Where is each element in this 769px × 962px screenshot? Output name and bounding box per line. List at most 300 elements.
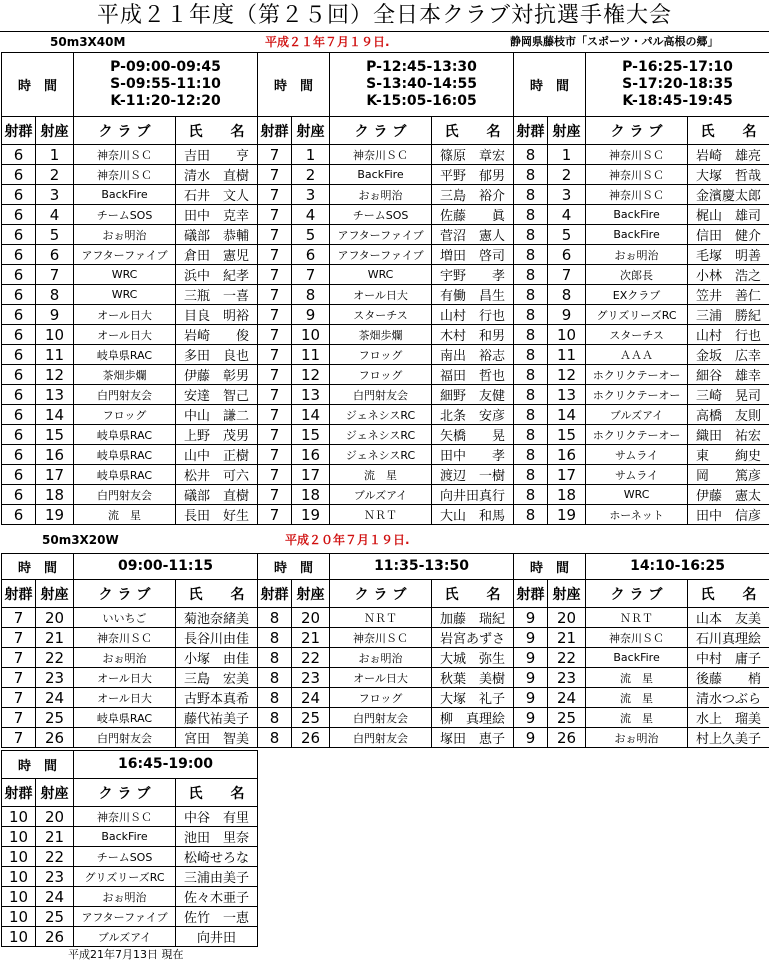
- shaza-cell: 19: [548, 505, 586, 525]
- name-cell: 三浦 勝紀: [688, 305, 769, 325]
- name-cell: 木村 和男: [432, 325, 514, 345]
- club-cell: 神奈川ＳＣ: [74, 165, 176, 185]
- header-club: ク ラ ブ: [330, 117, 432, 145]
- table-row: [2, 285, 769, 305]
- club-cell: 白門射友会: [330, 728, 432, 748]
- name-cell: 上野 茂男: [176, 425, 258, 445]
- name-cell: 宇野 孝: [432, 265, 514, 285]
- name-cell: 南出 裕志: [432, 345, 514, 365]
- shagun-cell: 7: [258, 185, 292, 205]
- shaza-cell: 20: [548, 608, 586, 628]
- shaza-cell: 7: [292, 265, 330, 285]
- club-cell: ＡＡＡ: [586, 345, 688, 365]
- table-row: [2, 465, 769, 485]
- name-cell: 織田 祐宏: [688, 425, 769, 445]
- column-header-row: [2, 779, 258, 807]
- club-cell: おぉ明治: [330, 185, 432, 205]
- shaza-cell: 19: [292, 505, 330, 525]
- shaza-cell: 25: [36, 907, 74, 927]
- club-cell: サムライ: [586, 465, 688, 485]
- club-cell: おぉ明治: [586, 245, 688, 265]
- shagun-cell: 6: [2, 205, 36, 225]
- header-name: 氏 名: [432, 117, 514, 145]
- name-cell: 岩崎 俊: [176, 325, 258, 345]
- shaza-cell: 3: [292, 185, 330, 205]
- time-row: [2, 554, 769, 580]
- name-cell: 村上久美子: [688, 728, 769, 748]
- club-cell: アフターファイブ: [330, 245, 432, 265]
- shagun-cell: 6: [2, 285, 36, 305]
- club-cell: オール日大: [74, 668, 176, 688]
- shagun-cell: 8: [514, 285, 548, 305]
- club-cell: ＮＲＴ: [330, 505, 432, 525]
- shaza-cell: 17: [292, 465, 330, 485]
- shaza-cell: 6: [548, 245, 586, 265]
- time-slot: 16:45-19:00: [74, 751, 258, 779]
- table-row: [2, 628, 769, 648]
- name-cell: 大塚 礼子: [432, 688, 514, 708]
- shaza-cell: 13: [292, 385, 330, 405]
- time-slot-line: K-15:05-16:05: [366, 93, 477, 109]
- time-label: 時 間: [2, 554, 74, 580]
- club-cell: おぉ明治: [74, 887, 176, 907]
- shagun-cell: 8: [514, 485, 548, 505]
- shagun-cell: 7: [258, 165, 292, 185]
- shagun-cell: 8: [514, 265, 548, 285]
- club-cell: EXクラブ: [586, 285, 688, 305]
- table-row: [2, 807, 258, 827]
- club-cell: WRC: [330, 265, 432, 285]
- name-cell: 清水 直樹: [176, 165, 258, 185]
- page-title: 平成２１年度（第２５回）全日本クラブ対抗選手権大会: [0, 0, 769, 32]
- name-cell: 山村 行也: [688, 325, 769, 345]
- time-slot: 14:10-16:25: [586, 554, 769, 580]
- shaza-cell: 21: [548, 628, 586, 648]
- table-row: [2, 345, 769, 365]
- venue: 静岡県藤枝市「スポーツ・パル高根の郷」: [510, 35, 719, 48]
- club-cell: 岐阜県RAC: [74, 445, 176, 465]
- shaza-cell: 26: [36, 927, 74, 947]
- header-name: 氏 名: [176, 580, 258, 608]
- club-cell: スターチス: [586, 325, 688, 345]
- shaza-cell: 23: [548, 668, 586, 688]
- shagun-cell: 7: [2, 728, 36, 748]
- shaza-cell: 10: [292, 325, 330, 345]
- club-cell: 神奈川ＳＣ: [74, 628, 176, 648]
- name-cell: 目良 明裕: [176, 305, 258, 325]
- shagun-cell: 8: [514, 425, 548, 445]
- table-row: [2, 708, 769, 728]
- name-cell: 三島 宏美: [176, 668, 258, 688]
- shaza-cell: 17: [548, 465, 586, 485]
- shaza-cell: 6: [36, 245, 74, 265]
- shaza-cell: 22: [292, 648, 330, 668]
- header-club: ク ラ ブ: [586, 117, 688, 145]
- shaza-cell: 10: [36, 325, 74, 345]
- event-label-1: 50m3X40M: [50, 35, 126, 49]
- shaza-cell: 20: [292, 608, 330, 628]
- club-cell: BackFire: [74, 185, 176, 205]
- club-cell: BackFire: [586, 205, 688, 225]
- name-cell: 佐竹 一恵: [176, 907, 258, 927]
- shaza-cell: 11: [36, 345, 74, 365]
- table-row: [2, 245, 769, 265]
- name-cell: 多田 良也: [176, 345, 258, 365]
- club-cell: チームSOS: [74, 847, 176, 867]
- table-row: [2, 145, 769, 165]
- header-club: ク ラ ブ: [74, 117, 176, 145]
- shaza-cell: 12: [36, 365, 74, 385]
- shagun-cell: 6: [2, 245, 36, 265]
- club-cell: ＮＲＴ: [330, 608, 432, 628]
- club-cell: WRC: [74, 285, 176, 305]
- table-row: [2, 927, 258, 947]
- table-row: [2, 305, 769, 325]
- shaza-cell: 23: [36, 867, 74, 887]
- shagun-cell: 8: [514, 445, 548, 465]
- shaza-cell: 8: [548, 285, 586, 305]
- table-row: [2, 205, 769, 225]
- shaza-cell: 20: [36, 608, 74, 628]
- time-slot: [586, 53, 769, 117]
- shaza-cell: 7: [548, 265, 586, 285]
- shagun-cell: 8: [514, 165, 548, 185]
- name-cell: 中山 謙二: [176, 405, 258, 425]
- club-cell: 岐阜県RAC: [74, 708, 176, 728]
- header-name: 氏 名: [176, 117, 258, 145]
- table-row: [2, 648, 769, 668]
- shagun-cell: 8: [514, 465, 548, 485]
- name-cell: 石川真理絵: [688, 628, 769, 648]
- shagun-cell: 6: [2, 425, 36, 445]
- shaza-cell: 19: [36, 505, 74, 525]
- header-shaza: 射座: [36, 117, 74, 145]
- schedule-table-1: [1, 52, 769, 525]
- shagun-cell: 10: [2, 867, 36, 887]
- shagun-cell: 7: [258, 345, 292, 365]
- shaza-cell: 14: [36, 405, 74, 425]
- table-row: [2, 688, 769, 708]
- shagun-cell: 10: [2, 847, 36, 867]
- table-row: [2, 847, 258, 867]
- name-cell: 信田 健介: [688, 225, 769, 245]
- name-cell: 長谷川由佳: [176, 628, 258, 648]
- header-shagun: 射群: [2, 779, 36, 807]
- shaza-cell: 25: [548, 708, 586, 728]
- shagun-cell: 7: [258, 425, 292, 445]
- header-shaza: 射座: [36, 779, 74, 807]
- shagun-cell: 9: [514, 668, 548, 688]
- club-cell: 神奈川ＳＣ: [330, 628, 432, 648]
- table-row: [2, 445, 769, 465]
- name-cell: 山本 友美: [688, 608, 769, 628]
- header-name: 氏 名: [176, 779, 258, 807]
- club-cell: 神奈川ＳＣ: [586, 165, 688, 185]
- shagun-cell: 6: [2, 165, 36, 185]
- name-cell: 小林 浩之: [688, 265, 769, 285]
- club-cell: 茶畑歩爛: [74, 365, 176, 385]
- name-cell: 藤代祐美子: [176, 708, 258, 728]
- shaza-cell: 24: [292, 688, 330, 708]
- schedule-table-2: [1, 553, 769, 748]
- shaza-cell: 17: [36, 465, 74, 485]
- name-cell: 大山 和馬: [432, 505, 514, 525]
- time-row: [2, 751, 258, 779]
- shaza-cell: 8: [292, 285, 330, 305]
- shagun-cell: 7: [258, 265, 292, 285]
- time-slot-line: P-09:00-09:45: [110, 59, 221, 75]
- name-cell: 北条 安彦: [432, 405, 514, 425]
- shagun-cell: 7: [258, 385, 292, 405]
- shagun-cell: 9: [514, 608, 548, 628]
- name-cell: 礒部 恭輔: [176, 225, 258, 245]
- shagun-cell: 8: [514, 325, 548, 345]
- name-cell: 笠井 善仁: [688, 285, 769, 305]
- header-shaza: 射座: [292, 580, 330, 608]
- club-cell: ジェネシスRC: [330, 405, 432, 425]
- shaza-cell: 26: [36, 728, 74, 748]
- table-row: [2, 827, 258, 847]
- shagun-cell: 9: [514, 648, 548, 668]
- header-name: 氏 名: [432, 580, 514, 608]
- shagun-cell: 6: [2, 325, 36, 345]
- shagun-cell: 7: [2, 608, 36, 628]
- name-cell: 山村 行也: [432, 305, 514, 325]
- shagun-cell: 8: [514, 185, 548, 205]
- header-shaza: 射座: [548, 580, 586, 608]
- club-cell: グリズリーズRC: [74, 867, 176, 887]
- club-cell: 神奈川ＳＣ: [586, 628, 688, 648]
- club-cell: おぉ明治: [74, 648, 176, 668]
- table-row: [2, 225, 769, 245]
- name-cell: 大塚 哲哉: [688, 165, 769, 185]
- name-cell: 岩宮あずさ: [432, 628, 514, 648]
- table-row: [2, 185, 769, 205]
- time-label: 時 間: [514, 554, 586, 580]
- shagun-cell: 8: [258, 668, 292, 688]
- shaza-cell: 18: [292, 485, 330, 505]
- table-row: [2, 728, 769, 748]
- shaza-cell: 12: [292, 365, 330, 385]
- shagun-cell: 9: [514, 708, 548, 728]
- shaza-cell: 5: [548, 225, 586, 245]
- shaza-cell: 15: [548, 425, 586, 445]
- header-name: 氏 名: [688, 117, 769, 145]
- shagun-cell: 7: [258, 485, 292, 505]
- club-cell: ホクリクテーオー: [586, 365, 688, 385]
- shaza-cell: 2: [36, 165, 74, 185]
- time-slot-line: P-16:25-17:10: [622, 59, 733, 75]
- time-label: 時 間: [514, 53, 586, 117]
- name-cell: 石井 文人: [176, 185, 258, 205]
- shagun-cell: 8: [514, 205, 548, 225]
- name-cell: 東 絢史: [688, 445, 769, 465]
- shaza-cell: 12: [548, 365, 586, 385]
- shaza-cell: 4: [548, 205, 586, 225]
- club-cell: おぉ明治: [74, 225, 176, 245]
- name-cell: 福田 哲也: [432, 365, 514, 385]
- shaza-cell: 20: [36, 807, 74, 827]
- shagun-cell: 7: [258, 145, 292, 165]
- header-shagun: 射群: [514, 580, 548, 608]
- shagun-cell: 7: [258, 325, 292, 345]
- header-shaza: 射座: [292, 117, 330, 145]
- shagun-cell: 6: [2, 485, 36, 505]
- club-cell: 白門射友会: [74, 385, 176, 405]
- shaza-cell: 26: [292, 728, 330, 748]
- club-cell: ＮＲＴ: [586, 608, 688, 628]
- club-cell: WRC: [586, 485, 688, 505]
- table-row: [2, 608, 769, 628]
- name-cell: 田中 信彦: [688, 505, 769, 525]
- shagun-cell: 7: [2, 688, 36, 708]
- shagun-cell: 8: [514, 225, 548, 245]
- club-cell: オール日大: [330, 668, 432, 688]
- name-cell: 三瓶 一喜: [176, 285, 258, 305]
- time-slot: [74, 53, 258, 117]
- shaza-cell: 10: [548, 325, 586, 345]
- shagun-cell: 6: [2, 145, 36, 165]
- shagun-cell: 6: [2, 345, 36, 365]
- club-cell: オール日大: [74, 325, 176, 345]
- club-cell: 白門射友会: [74, 728, 176, 748]
- time-slot-line: S-09:55-11:10: [110, 76, 221, 92]
- table-row: [2, 385, 769, 405]
- header-shaza: 射座: [36, 580, 74, 608]
- shaza-cell: 25: [36, 708, 74, 728]
- shagun-cell: 6: [2, 505, 36, 525]
- shaza-cell: 9: [36, 305, 74, 325]
- shagun-cell: 7: [258, 445, 292, 465]
- time-slot: 11:35-13:50: [330, 554, 514, 580]
- shaza-cell: 13: [548, 385, 586, 405]
- shagun-cell: 6: [2, 185, 36, 205]
- shagun-cell: 6: [2, 305, 36, 325]
- shaza-cell: 2: [292, 165, 330, 185]
- shaza-cell: 22: [36, 648, 74, 668]
- shagun-cell: 8: [514, 345, 548, 365]
- name-cell: 宮田 智美: [176, 728, 258, 748]
- club-cell: アフターファイブ: [330, 225, 432, 245]
- shaza-cell: 26: [548, 728, 586, 748]
- table-row: [2, 505, 769, 525]
- shaza-cell: 16: [548, 445, 586, 465]
- club-cell: アフターファイブ: [74, 907, 176, 927]
- shaza-cell: 1: [36, 145, 74, 165]
- name-cell: 古野本真希: [176, 688, 258, 708]
- shaza-cell: 23: [292, 668, 330, 688]
- club-cell: BackFire: [74, 827, 176, 847]
- club-cell: 白門射友会: [330, 708, 432, 728]
- time-label: 時 間: [258, 554, 330, 580]
- club-cell: BackFire: [586, 648, 688, 668]
- club-cell: 流 星: [586, 668, 688, 688]
- schedule-table-3: [1, 750, 258, 947]
- name-cell: 佐藤 眞: [432, 205, 514, 225]
- shaza-cell: 11: [292, 345, 330, 365]
- name-cell: 金濱慶太郎: [688, 185, 769, 205]
- shaza-cell: 2: [548, 165, 586, 185]
- shagun-cell: 7: [258, 365, 292, 385]
- table-row: [2, 265, 769, 285]
- name-cell: 金坂 広幸: [688, 345, 769, 365]
- name-cell: 松崎せろな: [176, 847, 258, 867]
- name-cell: 山中 正樹: [176, 445, 258, 465]
- shagun-cell: 6: [2, 385, 36, 405]
- name-cell: 清水つぶら: [688, 688, 769, 708]
- name-cell: 平野 郁男: [432, 165, 514, 185]
- shaza-cell: 1: [292, 145, 330, 165]
- shaza-cell: 13: [36, 385, 74, 405]
- name-cell: 三崎 晃司: [688, 385, 769, 405]
- shaza-cell: 14: [548, 405, 586, 425]
- name-cell: 有働 昌生: [432, 285, 514, 305]
- table-row: [2, 165, 769, 185]
- shaza-cell: 21: [36, 827, 74, 847]
- club-cell: オール日大: [330, 285, 432, 305]
- name-cell: 三浦由美子: [176, 867, 258, 887]
- shaza-cell: 8: [36, 285, 74, 305]
- name-cell: 加藤 瑞紀: [432, 608, 514, 628]
- shagun-cell: 10: [2, 807, 36, 827]
- time-slot-line: K-18:45-19:45: [622, 93, 733, 109]
- name-cell: 岩崎 雄亮: [688, 145, 769, 165]
- time-slot-line: S-13:40-14:55: [366, 76, 477, 92]
- name-cell: 礒部 直樹: [176, 485, 258, 505]
- header-club: ク ラ ブ: [330, 580, 432, 608]
- shagun-cell: 8: [258, 728, 292, 748]
- shaza-cell: 22: [36, 847, 74, 867]
- header-shagun: 射群: [2, 117, 36, 145]
- shaza-cell: 22: [548, 648, 586, 668]
- table-row: [2, 405, 769, 425]
- name-cell: 倉田 憲児: [176, 245, 258, 265]
- club-cell: チームSOS: [330, 205, 432, 225]
- shaza-cell: 9: [292, 305, 330, 325]
- club-cell: ジェネシスRC: [330, 425, 432, 445]
- club-cell: いいちご: [74, 608, 176, 628]
- club-cell: ブルズアイ: [74, 927, 176, 947]
- shaza-cell: 16: [292, 445, 330, 465]
- club-cell: 流 星: [586, 708, 688, 728]
- shaza-cell: 24: [36, 887, 74, 907]
- name-cell: 吉田 亨: [176, 145, 258, 165]
- name-cell: 大城 弥生: [432, 648, 514, 668]
- shagun-cell: 7: [2, 668, 36, 688]
- event-date-2: 平成２０年７月１９日.: [285, 533, 410, 547]
- shagun-cell: 8: [514, 245, 548, 265]
- name-cell: 高橋 友則: [688, 405, 769, 425]
- event-label-2: 50m3X20W: [42, 533, 119, 547]
- shagun-cell: 6: [2, 225, 36, 245]
- shagun-cell: 7: [2, 648, 36, 668]
- club-cell: 白門射友会: [74, 485, 176, 505]
- name-cell: 水上 瑠美: [688, 708, 769, 728]
- shaza-cell: 24: [548, 688, 586, 708]
- header-shagun: 射群: [2, 580, 36, 608]
- club-cell: スターチス: [330, 305, 432, 325]
- shagun-cell: 8: [258, 688, 292, 708]
- name-cell: 三島 裕介: [432, 185, 514, 205]
- shagun-cell: 6: [2, 265, 36, 285]
- time-slot-line: S-17:20-18:35: [622, 76, 733, 92]
- name-cell: 岡 篤彦: [688, 465, 769, 485]
- shaza-cell: 1: [548, 145, 586, 165]
- shaza-cell: 15: [292, 425, 330, 445]
- header-shagun: 射群: [258, 117, 292, 145]
- shagun-cell: 7: [2, 628, 36, 648]
- shagun-cell: 6: [2, 405, 36, 425]
